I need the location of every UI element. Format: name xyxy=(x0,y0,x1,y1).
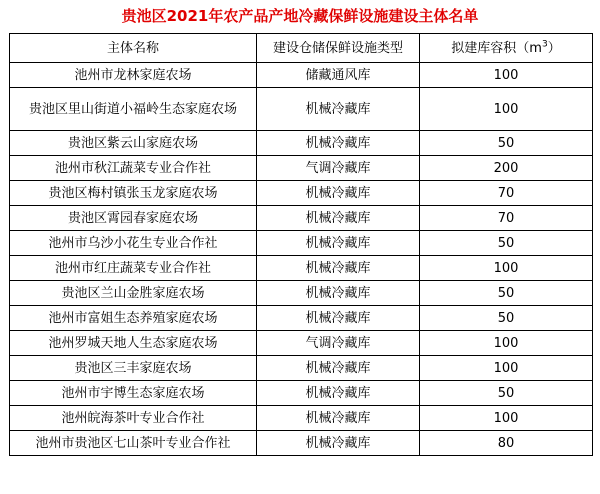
cell-facility-type: 机械冷藏库 xyxy=(257,131,420,156)
table-row xyxy=(10,281,593,306)
header-capacity: 拟建库容积$(m^3)$ xyxy=(420,34,593,63)
header-entity-name: 主体名称 xyxy=(10,34,257,63)
table-row xyxy=(10,156,593,181)
cell-capacity: 50 xyxy=(420,231,593,256)
cell-capacity: 50 xyxy=(420,281,593,306)
table-row xyxy=(10,431,593,456)
document-title: 贵池区2021年农产品产地冷藏保鲜设施建设主体名单 xyxy=(121,7,479,25)
table-row xyxy=(10,406,593,431)
header-facility-type: 建设仓储保鲜设施类型 xyxy=(257,34,420,63)
cell-entity-name: 池州罗城天地人生态家庭农场 xyxy=(10,331,257,356)
table-row xyxy=(10,206,593,231)
cell-capacity: 50 xyxy=(420,381,593,406)
cell-entity-name: 池州市秋江蔬菜专业合作社 xyxy=(10,156,257,181)
cell-capacity: 200 xyxy=(420,156,593,181)
table-row xyxy=(10,381,593,406)
cell-facility-type: 机械冷藏库 xyxy=(257,381,420,406)
cell-facility-type: 机械冷藏库 xyxy=(257,406,420,431)
cell-capacity: 70 xyxy=(420,181,593,206)
cell-capacity: 100 xyxy=(420,406,593,431)
cell-capacity: 100 xyxy=(420,88,593,131)
table-row xyxy=(10,231,593,256)
cell-capacity: 100 xyxy=(420,63,593,88)
cell-facility-type: 机械冷藏库 xyxy=(257,356,420,381)
cell-entity-name: 池州市宇博生态家庭农场 xyxy=(10,381,257,406)
cell-facility-type: 机械冷藏库 xyxy=(257,206,420,231)
entity-table xyxy=(9,33,593,456)
cell-entity-name: 贵池区兰山金胜家庭农场 xyxy=(10,281,257,306)
cell-entity-name: 池州市乌沙小花生专业合作社 xyxy=(10,231,257,256)
cell-facility-type: 气调冷藏库 xyxy=(257,331,420,356)
cell-facility-type: 机械冷藏库 xyxy=(257,88,420,131)
cell-capacity: 50 xyxy=(420,306,593,331)
cell-facility-type: 机械冷藏库 xyxy=(257,231,420,256)
cell-facility-type: 气调冷藏库 xyxy=(257,156,420,181)
table-header-row xyxy=(10,34,593,63)
cell-facility-type: 机械冷藏库 xyxy=(257,431,420,456)
cell-entity-name: 贵池区三丰家庭农场 xyxy=(10,356,257,381)
cell-facility-type: 机械冷藏库 xyxy=(257,281,420,306)
table-row xyxy=(10,356,593,381)
cell-capacity: 100 xyxy=(420,256,593,281)
cell-facility-type: 机械冷藏库 xyxy=(257,256,420,281)
cell-capacity: 80 xyxy=(420,431,593,456)
cell-capacity: 70 xyxy=(420,206,593,231)
table-row xyxy=(10,256,593,281)
cell-capacity: 100 xyxy=(420,356,593,381)
cell-facility-type: 机械冷藏库 xyxy=(257,181,420,206)
table-row xyxy=(10,331,593,356)
cell-entity-name: 贵池区里山街道小福岭生态家庭农场 xyxy=(10,88,257,131)
table-row xyxy=(10,181,593,206)
table-body xyxy=(10,63,593,456)
cell-entity-name: 贵池区霄园春家庭农场 xyxy=(10,206,257,231)
cell-facility-type: 储藏通风库 xyxy=(257,63,420,88)
cell-facility-type: 机械冷藏库 xyxy=(257,306,420,331)
table-row xyxy=(10,306,593,331)
cell-entity-name: 池州皖海茶叶专业合作社 xyxy=(10,406,257,431)
cell-entity-name: 贵池区梅村镇张玉龙家庭农场 xyxy=(10,181,257,206)
table-row xyxy=(10,88,593,131)
cell-entity-name: 池州市红庄蔬菜专业合作社 xyxy=(10,256,257,281)
cell-capacity: 100 xyxy=(420,331,593,356)
cell-entity-name: 池州市贵池区七山茶叶专业合作社 xyxy=(10,431,257,456)
cell-capacity: 50 xyxy=(420,131,593,156)
cell-entity-name: 贵池区紫云山家庭农场 xyxy=(10,131,257,156)
table-row xyxy=(10,63,593,88)
cell-entity-name: 池州市富姐生态养殖家庭农场 xyxy=(10,306,257,331)
table-row xyxy=(10,131,593,156)
cell-entity-name: 池州市龙林家庭农场 xyxy=(10,63,257,88)
